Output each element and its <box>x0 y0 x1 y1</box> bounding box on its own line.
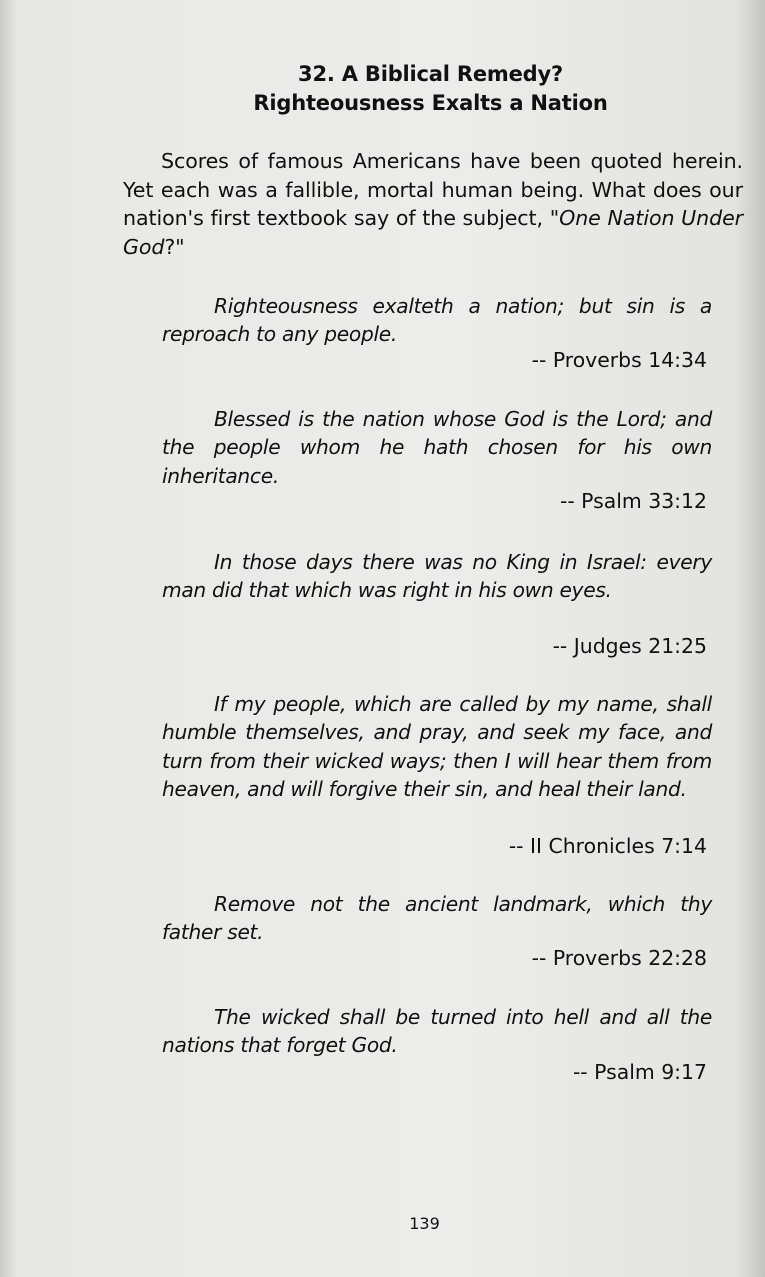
verse-reference: -- Psalm 9:17 <box>572 1060 707 1084</box>
verse-reference: -- Psalm 33:12 <box>559 489 707 513</box>
verse-reference: -- II Chronicles 7:14 <box>508 834 707 858</box>
intro-text: Scores of famous Americans have been quoted herein. Yet each was a fallible, mortal human being. What does our nation's first textbook say of the subject, " <box>123 149 743 231</box>
verse-reference: -- Proverbs 14:34 <box>531 348 707 372</box>
intro-emphasis: One Nation Under God <box>123 206 744 259</box>
verse-quote: Righteousness exalteth a nation; but sin is a reproach to any people. <box>162 294 712 347</box>
chapter-title: 32. A Biblical Remedy? <box>298 62 563 86</box>
verse-quote: The wicked shall be turned into hell and all the nations that forget God. <box>162 1005 712 1058</box>
intro-tail: ?" <box>164 234 185 259</box>
verse-quote: Blessed is the nation whose God is the Lord; and the people whom he hath chosen for his own inheritance. <box>162 407 712 488</box>
chapter-subtitle: Righteousness Exalts a Nation <box>253 91 608 115</box>
verse-quote: If my people, which are called by my name, shall humble themselves, and pray, and seek my face, and turn from their wicked ways; then I will hear them from heaven, and will forgive their sin, and heal their land. <box>162 692 712 802</box>
verse-reference: -- Proverbs 22:28 <box>531 946 707 970</box>
intro-paragraph <box>123 147 743 261</box>
verse-quote: Remove not the ancient landmark, which thy father set. <box>162 892 712 945</box>
verse-quote: In those days there was no King in Israel: every man did that which was right in his own eyes. <box>162 550 712 603</box>
verse-reference: -- Judges 21:25 <box>552 634 707 658</box>
page-number: 139 <box>409 1214 440 1233</box>
